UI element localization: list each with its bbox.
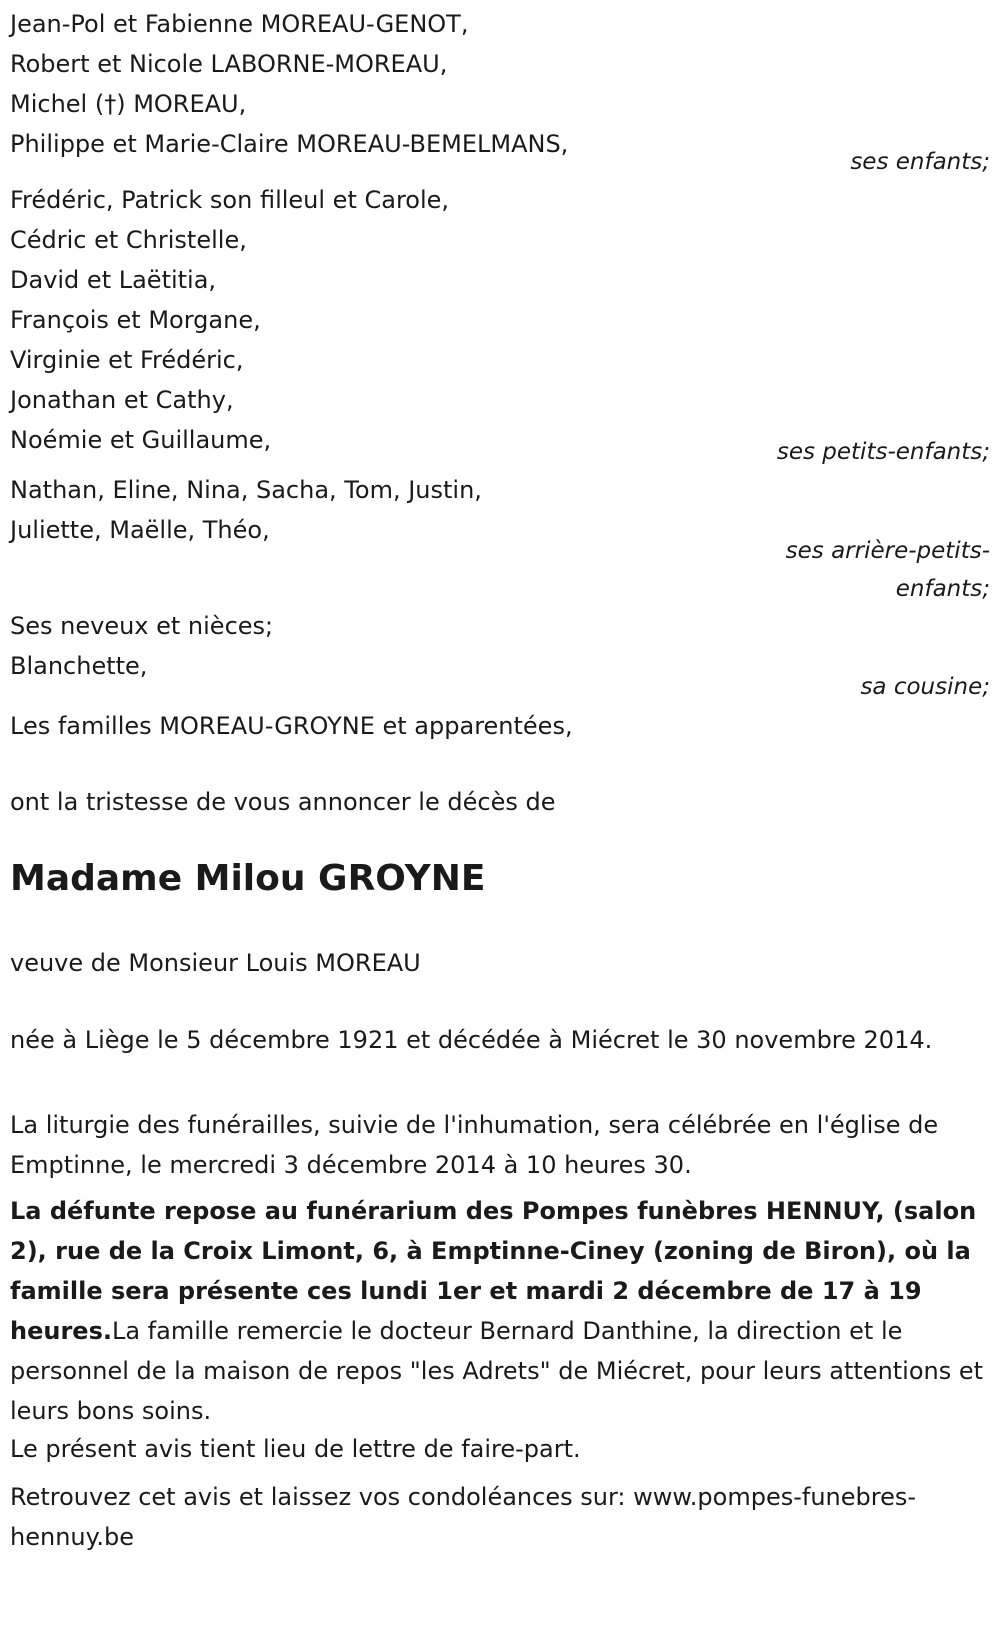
announcement-line: ont la tristesse de vous annoncer le décès de bbox=[10, 788, 556, 816]
grandchild-line: David et Laëtitia, bbox=[10, 266, 217, 294]
grandchildren-role: ses petits-enfants; bbox=[776, 439, 990, 465]
children-list bbox=[10, 4, 568, 164]
great-grandchildren-role-line: enfants; bbox=[895, 576, 990, 602]
child-line: Jean-Pol et Fabienne MOREAU-GENOT, bbox=[10, 10, 469, 38]
notice-paragraph: Le présent avis tient lieu de lettre de faire-part. bbox=[10, 1435, 581, 1463]
families bbox=[10, 706, 573, 746]
widow-line: veuve de Monsieur Louis MOREAU bbox=[10, 949, 421, 977]
great-grandchildren-role bbox=[786, 532, 990, 608]
great-grandchildren-list bbox=[10, 470, 482, 550]
great-grandchild-line: Nathan, Eline, Nina, Sacha, Tom, Justin, bbox=[10, 476, 482, 504]
grandchildren-list bbox=[10, 180, 449, 460]
grandchild-line: Jonathan et Cathy, bbox=[10, 386, 234, 414]
cousin-line: Blanchette, bbox=[10, 652, 148, 680]
thanks-text: La famille remercie le docteur Bernard Danthine, la direction et le personnel de la maison de repos "les Adrets" de Miécret, pour leurs attentions et leurs bons soins. bbox=[10, 1317, 984, 1425]
widow-of bbox=[10, 943, 421, 983]
children-role: ses enfants; bbox=[850, 149, 990, 175]
repose-paragraph bbox=[10, 1191, 990, 1431]
deceased-name: Madame Milou GROYNE bbox=[10, 858, 486, 899]
nephews-line: Ses neveux et nièces; bbox=[10, 612, 274, 640]
great-grandchildren-role-line: ses arrière-petits- bbox=[785, 538, 990, 564]
cousin-role: sa cousine; bbox=[860, 674, 990, 700]
birth-death-paragraph: née à Liège le 5 décembre 1921 et décédée à Miécret le 30 novembre 2014. bbox=[10, 1026, 933, 1054]
grandchild-line: Frédéric, Patrick son filleul et Carole, bbox=[10, 186, 450, 214]
child-line: Philippe et Marie-Claire MOREAU-BEMELMANS, bbox=[10, 130, 569, 158]
grandchild-line: François et Morgane, bbox=[10, 306, 261, 334]
child-line: Robert et Nicole LABORNE-MOREAU, bbox=[10, 50, 448, 78]
extended-family bbox=[10, 606, 273, 686]
condolences-paragraph: Retrouvez cet avis et laissez vos condoléances sur: www.pompes-funebres-hennuy.be bbox=[10, 1483, 917, 1551]
families-line: Les familles MOREAU-GROYNE et apparentées, bbox=[10, 712, 573, 740]
announcement bbox=[10, 782, 555, 822]
grandchild-line: Cédric et Christelle, bbox=[10, 226, 247, 254]
grandchild-line: Virginie et Frédéric, bbox=[10, 346, 244, 374]
repose-bold-text: La défunte repose au funérarium des Pompes funèbres HENNUY, (salon 2), rue de la Croix Limont, 6, à Emptinne-Ciney (zoning de Biron), où la famille sera présente ces lundi 1er et mardi 2 décembre de 17 à 19 heures. bbox=[10, 1197, 977, 1345]
liturgy-paragraph: La liturgie des funérailles, suivie de l'inhumation, sera célébrée en l'église de Emptinne, le mercredi 3 décembre 2014 à 10 heures 30. bbox=[10, 1111, 939, 1179]
child-line: Michel (†) MOREAU, bbox=[10, 90, 247, 118]
great-grandchild-line: Juliette, Maëlle, Théo, bbox=[10, 516, 270, 544]
grandchild-line: Noémie et Guillaume, bbox=[10, 426, 272, 454]
